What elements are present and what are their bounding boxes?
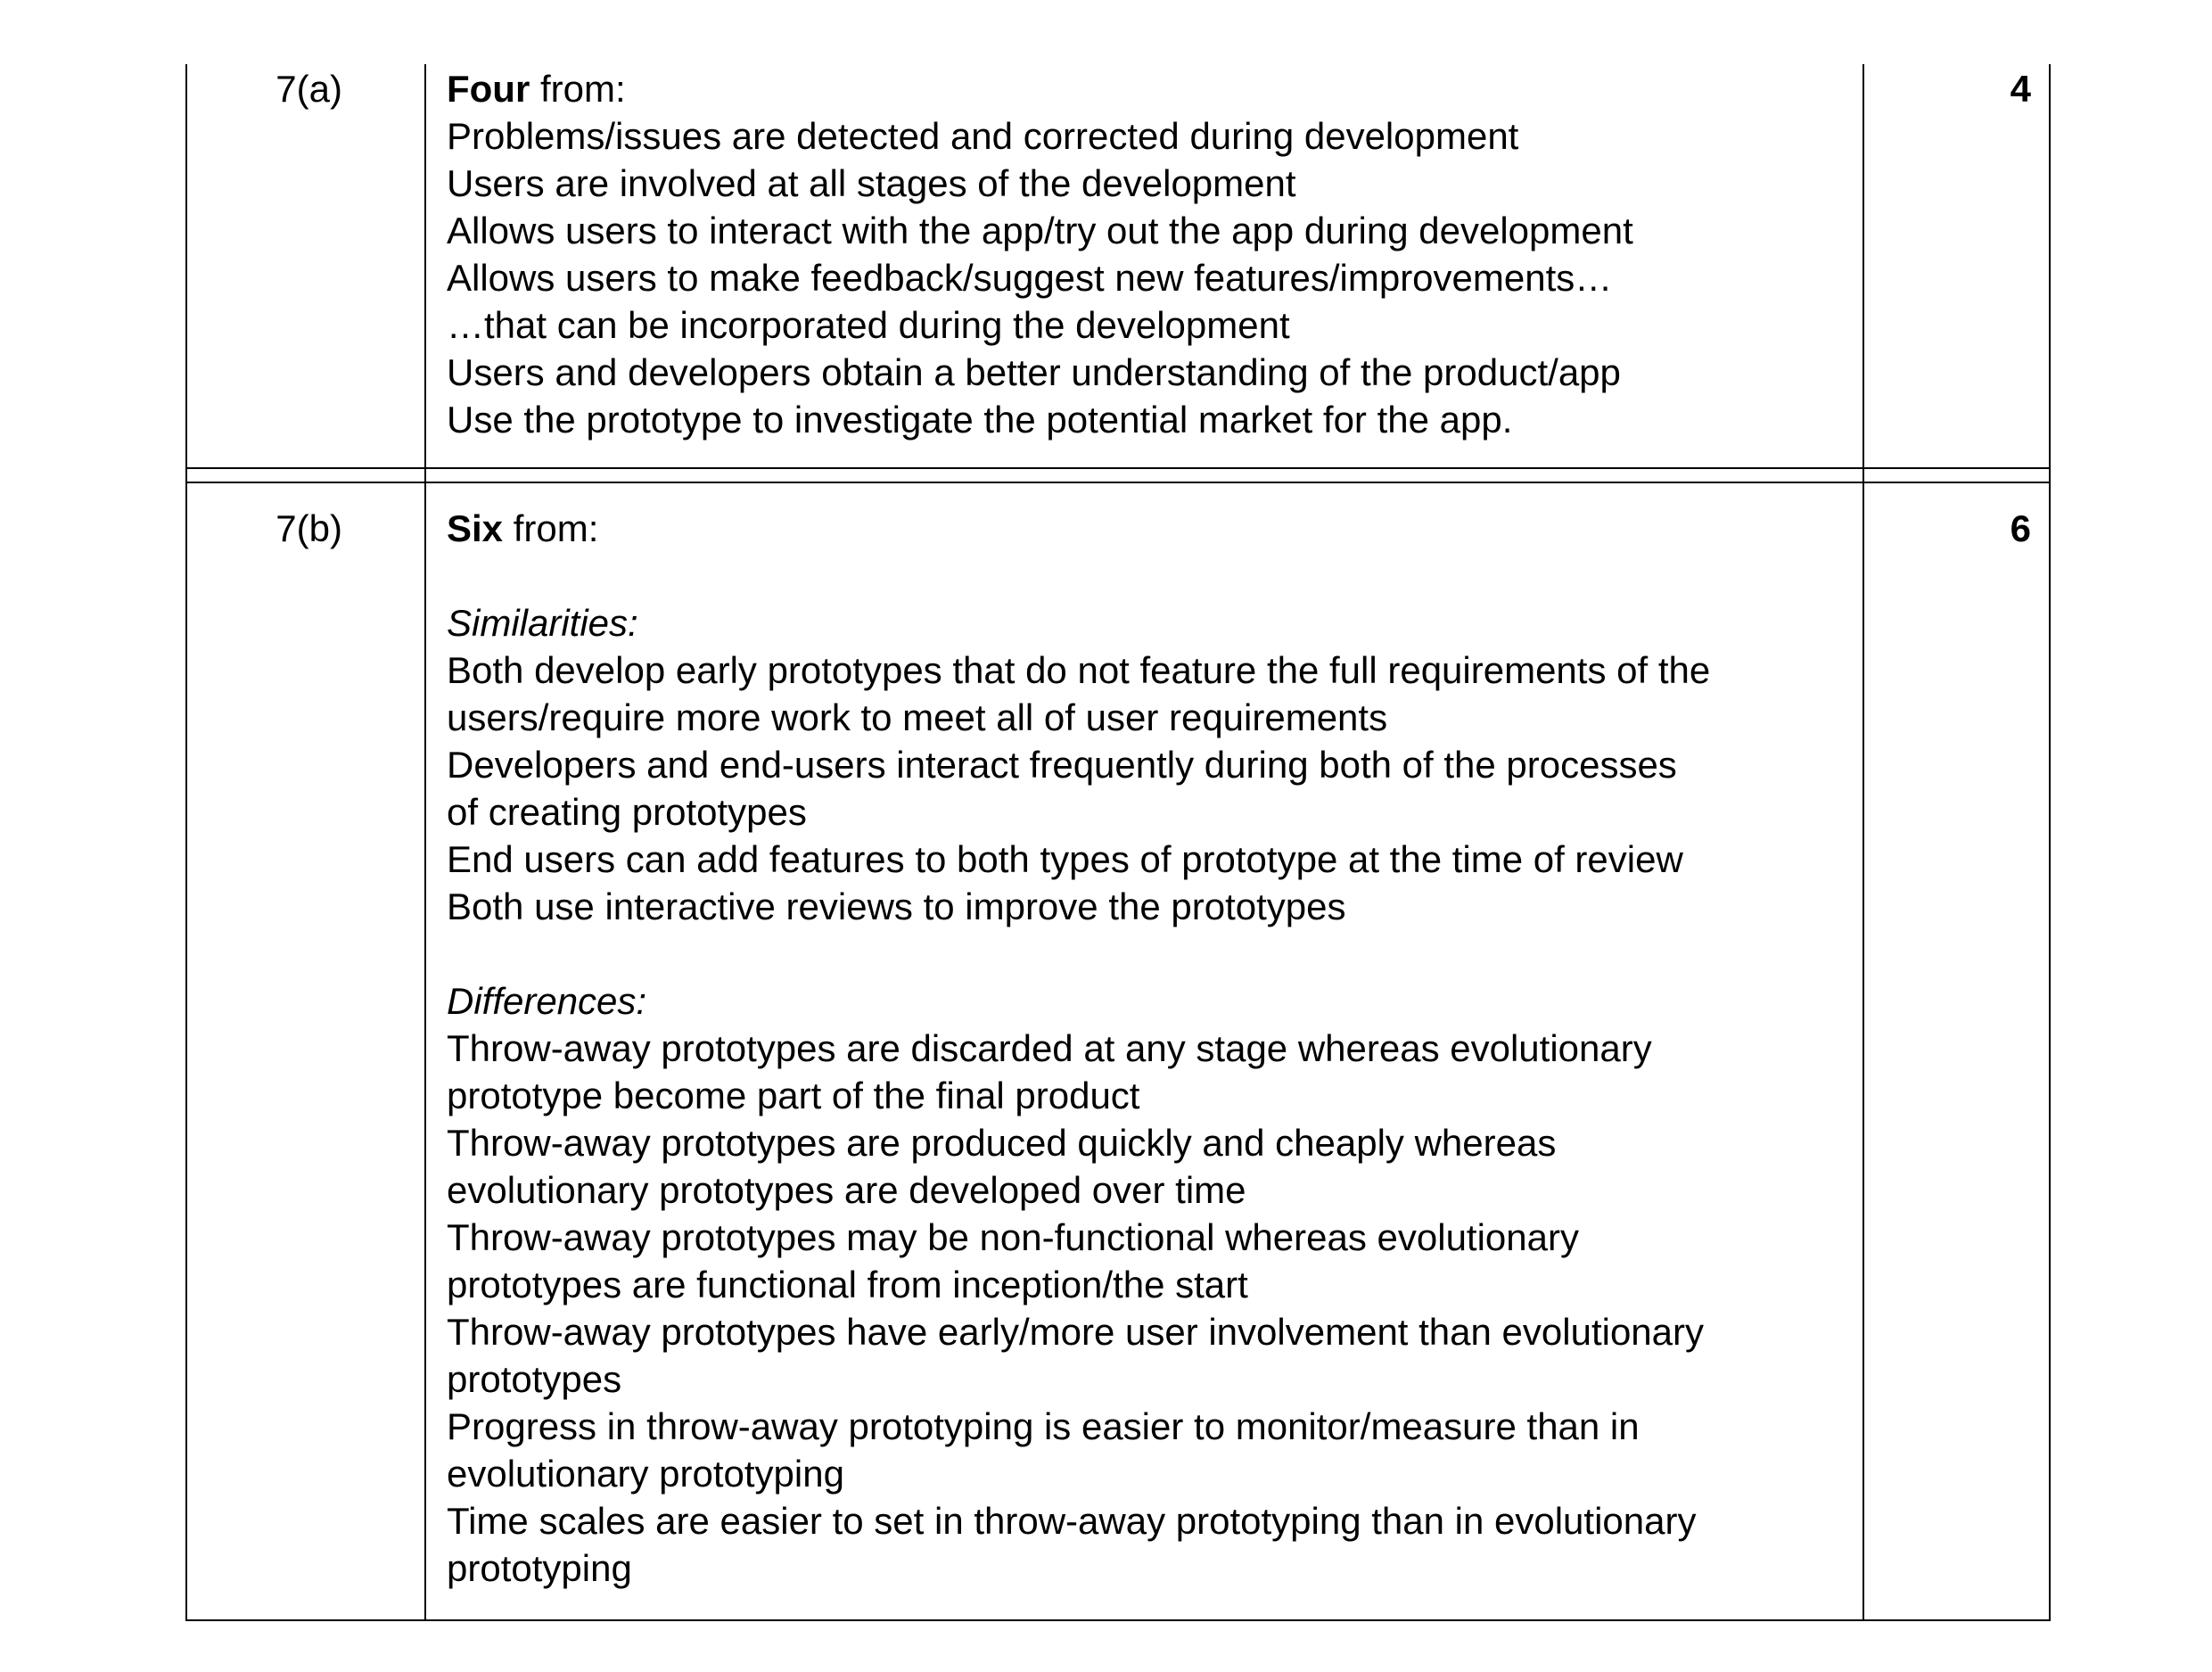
marks-7b: 6 xyxy=(2010,507,2031,549)
marks-7a: 4 xyxy=(2010,68,2031,110)
row-separator-lower xyxy=(185,482,2051,483)
question-number-7b: 7(b) xyxy=(275,507,342,549)
spacer xyxy=(447,930,1838,977)
table-border-left xyxy=(185,64,187,1621)
intro-bold-7a: Four xyxy=(447,68,530,110)
difference-line: prototype become part of the final product xyxy=(447,1075,1140,1116)
difference-line: Throw-away prototypes are produced quickly and cheaply whereas xyxy=(447,1122,1557,1164)
similarity-line: Both develop early prototypes that do not feature the full requirements of the xyxy=(447,649,1711,691)
difference-line: Throw-away prototypes may be non-functional whereas evolutionary xyxy=(447,1216,1579,1258)
difference-line: evolutionary prototyping xyxy=(447,1453,844,1495)
similarity-line: End users can add features to both types of prototype at the time of review xyxy=(447,838,1683,880)
table-border-bottom xyxy=(185,1619,2051,1621)
similarity-line: Developers and end-users interact frequently during both of the processes xyxy=(447,744,1677,786)
difference-line: evolutionary prototypes are developed over time xyxy=(447,1169,1246,1211)
answer-cell-7a xyxy=(447,65,1838,443)
spacer xyxy=(447,552,1838,599)
similarities-heading: Similarities: xyxy=(447,602,638,644)
answer-intro-7a xyxy=(447,65,1838,112)
difference-line: prototypes are functional from inception/the start xyxy=(447,1264,1248,1305)
table-divider-question xyxy=(424,64,426,1621)
difference-line: Throw-away prototypes have early/more user involvement than evolutionary xyxy=(447,1311,1705,1353)
answer-point: Allows users to interact with the app/try out the app during development xyxy=(447,210,1633,251)
difference-line: prototypes xyxy=(447,1358,622,1400)
answer-point: Allows users to make feedback/suggest new features/improvements… xyxy=(447,257,1613,299)
answer-point: Users are involved at all stages of the development xyxy=(447,162,1296,204)
answer-point: Use the prototype to investigate the potential market for the app. xyxy=(447,399,1513,441)
answer-point: …that can be incorporated during the development xyxy=(447,304,1290,346)
table-divider-marks xyxy=(1863,64,1864,1621)
similarity-line: of creating prototypes xyxy=(447,791,807,833)
row-separator-upper xyxy=(185,467,2051,469)
difference-line: Throw-away prototypes are discarded at any stage whereas evolutionary xyxy=(447,1027,1652,1069)
difference-line: Progress in throw-away prototyping is easier to monitor/measure than in xyxy=(447,1405,1640,1447)
intro-bold-7b: Six xyxy=(447,507,504,549)
difference-line: prototyping xyxy=(447,1547,632,1589)
similarity-line: Both use interactive reviews to improve the prototypes xyxy=(447,885,1346,927)
differences-heading: Differences: xyxy=(447,980,647,1022)
difference-line: Time scales are easier to set in throw-away prototyping than in evolutionary xyxy=(447,1500,1697,1542)
intro-rest-7a: from: xyxy=(530,68,626,110)
answer-point: Users and developers obtain a better understanding of the product/app xyxy=(447,351,1621,393)
answer-point: Problems/issues are detected and corrected during development xyxy=(447,115,1519,157)
similarity-line: users/require more work to meet all of user requirements xyxy=(447,696,1388,738)
answer-cell-7b xyxy=(447,505,1838,1592)
table-border-right xyxy=(2049,64,2051,1621)
intro-rest-7b: from: xyxy=(503,507,599,549)
answer-intro-7b xyxy=(447,505,1838,552)
question-number-7a: 7(a) xyxy=(275,68,342,110)
